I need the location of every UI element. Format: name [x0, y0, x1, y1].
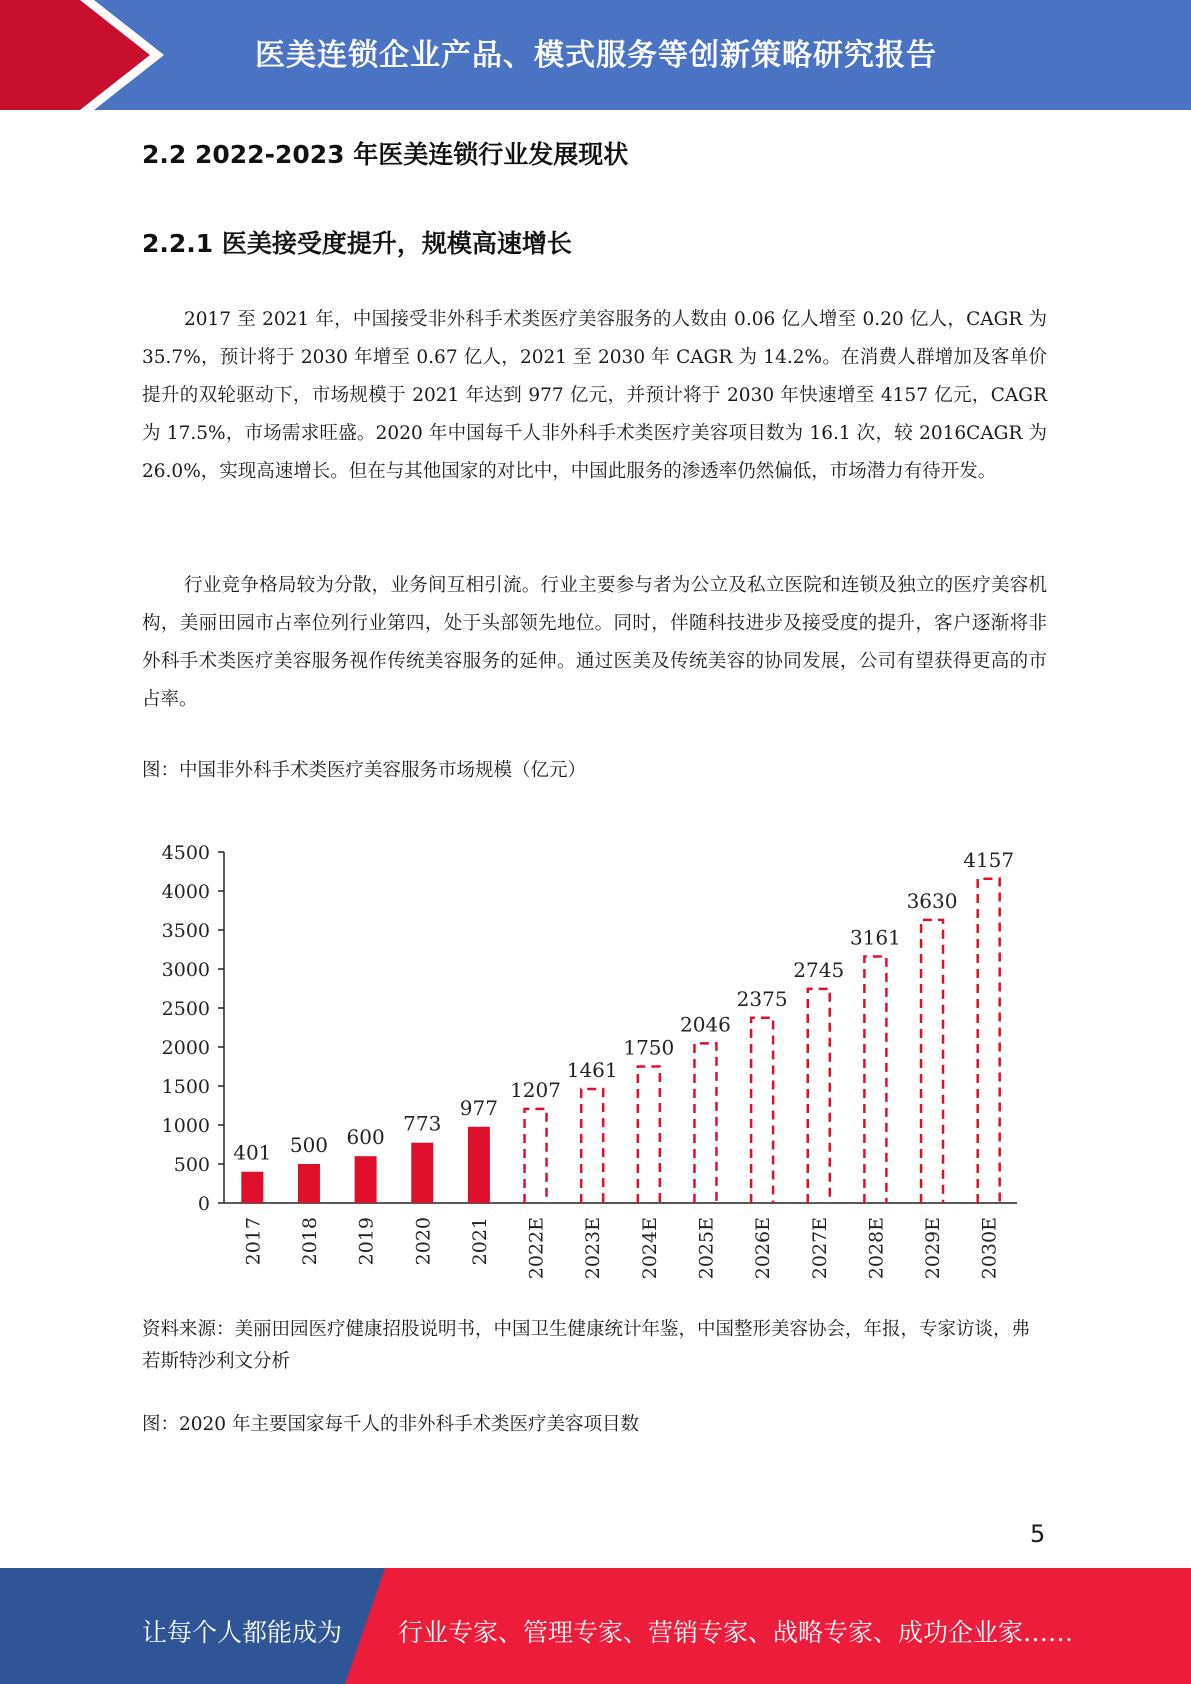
x-category-label: 2018: [298, 1217, 321, 1266]
bar-projected: [808, 989, 830, 1203]
y-tick-label: 0: [197, 1193, 210, 1215]
x-category-label: 2020: [412, 1217, 435, 1266]
paragraph-competition: 行业竞争格局较为分散，业务间互相引流。行业主要参与者为公立及私立医院和连锁及独立的医疗美容机构，美丽田园市占率位列行业第四，处于头部领先地位。同时，伴随科技进步及接受度的提升，客户逐渐将非外科手术类医疗美容服务视作传统美容服务的延伸。通过医美及传统美容的协同发展，公司有望获得更高的市占率。: [142, 575, 1047, 710]
figure-2-caption: 图：2020 年主要国家每千人的非外科手术类医疗美容项目数: [142, 1414, 639, 1435]
bar-actual: [411, 1143, 433, 1203]
bar-projected: [694, 1043, 716, 1203]
bar-projected: [581, 1089, 603, 1203]
x-category-label: 2023E: [582, 1217, 605, 1280]
bar-projected: [751, 1018, 773, 1203]
x-category-label: 2017: [242, 1217, 265, 1266]
x-category-label: 2028E: [865, 1217, 888, 1280]
bar-value-label: 2745: [793, 957, 845, 982]
footer-slogan-right: 行业专家、管理专家、营销专家、战略专家、成功企业家……: [398, 1618, 1074, 1647]
x-category-label: 2024E: [638, 1217, 661, 1280]
report-title: 医美连锁企业产品、模式服务等创新策略研究报告: [255, 38, 937, 73]
page-footer: [0, 1568, 1191, 1684]
bar-value-label: 500: [289, 1133, 329, 1157]
bar-projected: [864, 956, 886, 1203]
page-header: [0, 0, 1191, 110]
figure-1-caption: 图：中国非外科手术类医疗美容服务市场规模（亿元）: [142, 760, 587, 781]
x-category-label: 2019: [355, 1217, 378, 1266]
section-heading-2-2-1: 2.2.1 医美接受度提升，规模高速增长: [142, 229, 572, 258]
x-category-label: 2026E: [752, 1217, 775, 1280]
bar-value-label: 2046: [680, 1012, 731, 1037]
x-category-label: 2022E: [525, 1217, 548, 1280]
x-category-label: 2030E: [978, 1217, 1001, 1280]
page-number: 5: [1030, 1520, 1046, 1548]
bar-value-label: 1750: [623, 1035, 675, 1060]
footer-slogan-left: 让每个人都能成为: [142, 1618, 343, 1647]
bar-value-label: 3161: [849, 925, 901, 950]
bar-value-label: 3630: [906, 888, 958, 913]
market-size-bar-chart: [142, 830, 1042, 1290]
y-tick-label: 1500: [161, 1076, 210, 1098]
x-category-label: 2021: [468, 1217, 491, 1266]
y-tick-label: 4500: [161, 842, 210, 864]
y-tick-label: 3500: [161, 920, 210, 942]
bar-actual: [355, 1156, 377, 1203]
section-heading-2-2: 2.2 2022-2023 年医美连锁行业发展现状: [142, 140, 629, 169]
bar-projected: [978, 879, 1000, 1203]
y-tick-label: 1000: [161, 1115, 210, 1137]
bar-value-label: 401: [233, 1140, 272, 1165]
bar-value-label: 600: [346, 1125, 385, 1150]
figure-1-source: 资料来源：美丽田园医疗健康招股说明书，中国卫生健康统计年鉴，中国整形美容协会，年报，专家访谈，弗若斯特沙利文分析: [142, 1319, 1031, 1372]
y-tick-label: 500: [173, 1154, 210, 1176]
y-tick-label: 3000: [161, 959, 210, 981]
bar-projected: [525, 1109, 547, 1203]
x-category-label: 2027E: [808, 1217, 831, 1280]
bar-projected: [921, 920, 943, 1203]
paragraph-market-growth: 2017 至 2021 年，中国接受非外科手术类医疗美容服务的人数由 0.06 亿人增至 0.20 亿人，CAGR 为 35.7%，预计将于 2030 年增至 0.67 亿人，2021 至 2030 年 CAGR 为 14.2%。在消费人群增加及客单价提升的双轮驱动下，市场规模于 2021 年达到 977 亿元，并预计将于 2030 年快速增至 4157 亿元，CAGR 为 17.5%，市场需求旺盛。2020 年中国每千人非外科手术类医疗美容项目数为 16.1 次，较 2016CAGR 为 26.0%，实现高速增长。但在与其他国家的对比中，中国此服务的渗透率仍然偏低，市场潜力有待开发。: [142, 309, 1047, 482]
y-tick-label: 2500: [161, 998, 210, 1020]
bar-value-label: 4157: [963, 847, 1015, 872]
y-tick-label: 4000: [161, 881, 210, 903]
x-category-label: 2025E: [695, 1217, 718, 1280]
bar-value-label: 2375: [736, 986, 788, 1011]
x-category-label: 2029E: [922, 1217, 945, 1280]
bar-value-label: 977: [459, 1095, 498, 1120]
bar-value-label: 1461: [566, 1058, 618, 1083]
bar-projected: [638, 1067, 660, 1204]
bar-value-label: 1207: [510, 1077, 561, 1102]
bar-actual: [468, 1127, 490, 1203]
bar-value-label: 773: [403, 1111, 442, 1136]
bar-actual: [298, 1164, 320, 1203]
y-tick-label: 2000: [161, 1037, 210, 1059]
bar-actual: [241, 1172, 263, 1203]
